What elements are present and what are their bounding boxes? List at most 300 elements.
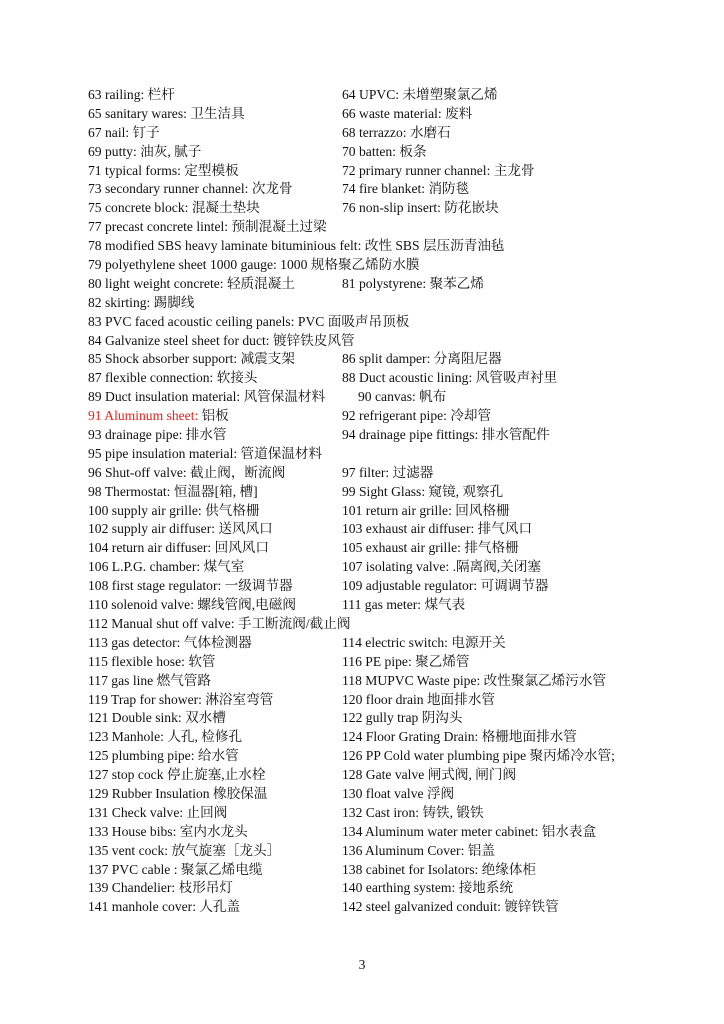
- entry-term: fire blanket:: [359, 181, 426, 197]
- entry-number: 69: [88, 143, 102, 159]
- glossary-row: [88, 199, 688, 218]
- entry-number: 115: [88, 653, 108, 669]
- entry-term: secondary runner channel:: [105, 181, 249, 197]
- entry-number: 102: [88, 521, 109, 537]
- entry-translation: 室内水龙头: [179, 823, 248, 839]
- glossary-entry-90: [358, 388, 446, 407]
- glossary-entry-136: [342, 842, 495, 861]
- glossary-entry-98: [88, 483, 258, 502]
- entry-translation: 未增塑聚氯乙烯: [402, 87, 498, 102]
- entry-translation: 橡胶保温: [213, 785, 268, 801]
- entry-term: Floor Grating Drain:: [365, 729, 479, 745]
- glossary-entry-132: [342, 804, 484, 823]
- entry-term: Manual shut off valve:: [111, 615, 235, 631]
- glossary-entry-124: [342, 728, 577, 747]
- entry-translation: 铸铁, 锻铁: [422, 804, 484, 820]
- glossary-row: [88, 256, 688, 275]
- entry-translation: 截止阀，断流阀: [190, 464, 286, 480]
- glossary-entry-126: [342, 747, 615, 766]
- entry-number: 126: [342, 748, 363, 764]
- entry-number: 129: [88, 785, 109, 801]
- entry-term: solenoid valve:: [111, 597, 194, 613]
- glossary-row: [88, 766, 688, 785]
- entry-translation: 电源开关: [451, 634, 506, 650]
- entry-translation: 栏杆: [147, 87, 175, 102]
- entry-number: 92: [342, 408, 356, 424]
- entry-number: 86: [342, 351, 356, 367]
- entry-translation: 铝盖: [467, 842, 495, 858]
- glossary-entry-78: [88, 237, 505, 256]
- glossary-row: [88, 842, 688, 861]
- glossary-entry-122: [342, 709, 462, 728]
- entry-term: Trap for shower:: [111, 691, 202, 707]
- entry-term: adjustable regulator:: [365, 578, 478, 594]
- entry-translation: 供气格栅: [205, 502, 260, 518]
- entry-term: Sight Glass:: [359, 483, 426, 499]
- entry-translation: 阴沟头: [421, 710, 463, 726]
- entry-number: 133: [88, 823, 109, 839]
- glossary-entry-76: [342, 199, 499, 218]
- entry-term: stop cock: [111, 767, 164, 783]
- glossary-entry-70: [342, 143, 427, 162]
- entry-term: filter:: [359, 464, 390, 480]
- glossary-row: [88, 426, 688, 445]
- entry-translation: 排水管配件: [481, 427, 550, 443]
- entry-number: 80: [88, 275, 102, 291]
- entry-number: 83: [88, 313, 102, 329]
- glossary-row: [88, 124, 688, 143]
- entry-term: polyethylene sheet 1000 gauge:: [105, 257, 277, 273]
- entry-translation: 止回阀: [186, 804, 228, 820]
- entry-number: 97: [342, 464, 356, 480]
- entry-term: polystyrene:: [359, 275, 427, 291]
- entry-number: 89: [88, 389, 102, 405]
- entry-term: typical forms:: [105, 162, 181, 178]
- entry-term: Aluminum sheet:: [104, 408, 199, 424]
- entry-term: plumbing pipe:: [111, 748, 195, 764]
- entry-translation: 1000 规格聚乙烯防水膜: [280, 257, 420, 273]
- glossary-entry-94: [342, 426, 550, 445]
- glossary-entry-115: [88, 653, 216, 672]
- entry-term: batten:: [359, 143, 396, 159]
- page-number: 3: [358, 957, 366, 972]
- entry-number: 91: [88, 408, 102, 424]
- entry-number: 94: [342, 427, 356, 443]
- entry-translation: 螺线管阀,电磁阀: [197, 597, 296, 613]
- entry-translation: 风管保温材料: [243, 389, 326, 405]
- entry-term: Rubber Insulation: [111, 785, 210, 801]
- entry-term: Duct insulation material:: [105, 389, 241, 405]
- entry-number: 82: [88, 294, 102, 310]
- entry-number: 104: [88, 540, 109, 556]
- entry-translation: 地面排水管: [426, 691, 495, 707]
- entry-number: 137: [88, 861, 109, 877]
- glossary-row: [88, 785, 688, 804]
- glossary-entry-88: [342, 369, 557, 388]
- glossary-row: [88, 898, 688, 917]
- entry-term: railing:: [105, 87, 145, 102]
- glossary-entry-123: [88, 728, 242, 747]
- entry-translation: 一级调节器: [224, 578, 293, 594]
- glossary-entry-121: [88, 709, 226, 728]
- glossary-entry-97: [342, 464, 433, 483]
- glossary-entry-128: [342, 766, 516, 785]
- entry-term: cabinet for Isolators:: [365, 861, 479, 877]
- entry-term: drainage pipe fittings:: [359, 427, 479, 443]
- glossary-entry-131: [88, 804, 227, 823]
- entry-term: Thermostat:: [104, 483, 171, 499]
- glossary-entry-135: [88, 842, 280, 861]
- entry-term: gas meter:: [364, 597, 422, 613]
- entry-translation: 闸式阀, 闸门阀: [427, 767, 517, 783]
- glossary-entry-96: [88, 464, 285, 483]
- entry-term: electric switch:: [365, 634, 448, 650]
- glossary-entry-83: [88, 313, 409, 332]
- entry-term: Aluminum water meter cabinet:: [365, 823, 539, 839]
- glossary-row: [88, 691, 688, 710]
- entry-translation: 气体检测器: [183, 634, 252, 650]
- glossary-row: [88, 596, 688, 615]
- glossary-row: [88, 313, 688, 332]
- entry-number: 116: [342, 653, 362, 669]
- glossary-entry-86: [342, 350, 502, 369]
- entry-number: 131: [88, 804, 109, 820]
- entry-term: Double sink:: [111, 710, 182, 726]
- glossary-entry-95: [88, 445, 322, 464]
- glossary-entry-81: [342, 275, 484, 294]
- entry-translation: 过滤器: [392, 464, 434, 480]
- glossary-entry-100: [88, 502, 259, 521]
- entry-number: 109: [342, 578, 363, 594]
- entry-term: precast concrete lintel:: [105, 219, 229, 235]
- entry-number: 130: [342, 785, 363, 801]
- glossary-entry-114: [342, 634, 506, 653]
- glossary-row: [88, 520, 688, 539]
- entry-number: 101: [342, 502, 363, 518]
- glossary-row: [88, 577, 688, 596]
- entry-number: 140: [342, 880, 363, 896]
- glossary-entry-84: [88, 332, 355, 351]
- entry-term: UPVC:: [359, 87, 400, 102]
- glossary-entry-91: [88, 407, 229, 426]
- glossary-row: [88, 105, 688, 124]
- glossary-entry-80: [88, 275, 295, 294]
- glossary-entry-140: [342, 879, 513, 898]
- glossary-entry-64: [342, 86, 498, 105]
- entry-term: PE pipe:: [365, 653, 412, 669]
- entry-translation: 窥镜, 观察孔: [428, 483, 504, 499]
- entry-translation: 减震支架: [240, 351, 295, 367]
- entry-translation: 油灰, 腻子: [140, 143, 202, 159]
- entry-number: 77: [88, 219, 102, 235]
- glossary-row: [88, 634, 688, 653]
- entry-translation: 防花嵌块: [444, 200, 499, 216]
- glossary-entry-87: [88, 369, 258, 388]
- glossary-entry-110: [88, 596, 296, 615]
- entry-translation: .隔离阀,关闭塞: [452, 559, 541, 575]
- entry-number: 142: [342, 899, 363, 915]
- entry-number: 110: [88, 597, 108, 613]
- entry-number: 139: [88, 880, 109, 896]
- entry-number: 117: [88, 672, 108, 688]
- glossary-row: [88, 558, 688, 577]
- entry-number: 70: [342, 143, 356, 159]
- entry-term: skirting:: [105, 294, 151, 310]
- glossary-entry-137: [88, 861, 262, 880]
- entry-translation: 人孔盖: [199, 899, 241, 915]
- entry-term: drainage pipe:: [105, 427, 183, 443]
- glossary-entry-112: [88, 615, 350, 634]
- entry-term: Shut-off valve:: [105, 464, 187, 480]
- entry-number: 85: [88, 351, 102, 367]
- entry-translation: 绝缘体柜: [481, 861, 537, 877]
- glossary-entry-73: [88, 180, 293, 199]
- entry-number: 84: [88, 332, 102, 348]
- entry-translation: 聚丙烯冷水管;: [529, 748, 615, 764]
- entry-term: concrete block:: [105, 200, 189, 216]
- glossary-row: [88, 218, 688, 237]
- glossary-row: [88, 294, 688, 313]
- entry-term: flexible hose:: [111, 653, 185, 669]
- entry-number: 96: [88, 464, 102, 480]
- entry-number: 68: [342, 124, 356, 140]
- entry-translation: 钉子: [132, 124, 160, 140]
- glossary-row: [88, 502, 688, 521]
- entry-translation: 聚乙烯管: [415, 653, 470, 669]
- entry-number: 63: [88, 87, 102, 102]
- glossary-entry-127: [88, 766, 266, 785]
- entry-translation: 轻质混凝土: [226, 275, 295, 291]
- entry-term: Gate valve: [365, 767, 425, 783]
- entry-translation: 改性聚氯乙烯污水管: [483, 672, 607, 688]
- entry-number: 122: [342, 710, 363, 726]
- entry-number: 73: [88, 181, 102, 197]
- entry-term: exhaust air grille:: [365, 540, 461, 556]
- glossary-row: [88, 804, 688, 823]
- entry-term: isolating valve:: [365, 559, 450, 575]
- entry-term: Manhole:: [111, 729, 164, 745]
- glossary-entry-68: [342, 124, 451, 143]
- glossary-row: [88, 464, 688, 483]
- entry-number: 66: [342, 105, 356, 121]
- entry-translation: 人孔, 检修孔: [167, 729, 243, 745]
- glossary-entry-125: [88, 747, 239, 766]
- entry-term: House bibs:: [111, 823, 177, 839]
- entry-translation: 排水管: [185, 427, 227, 443]
- glossary-entry-108: [88, 577, 293, 596]
- entry-translation: 镀锌铁管: [504, 899, 559, 915]
- glossary-row: [88, 483, 688, 502]
- glossary-entry-117: [88, 672, 211, 691]
- entry-term: gully trap: [365, 710, 419, 726]
- glossary-entry-67: [88, 124, 160, 143]
- entry-number: 100: [88, 502, 109, 518]
- entry-translation: 改性 SBS 层压沥青油毡: [364, 238, 505, 254]
- entry-translation: 煤气室: [203, 559, 245, 575]
- entry-number: 121: [88, 710, 109, 726]
- entry-number: 108: [88, 578, 109, 594]
- entry-number: 76: [342, 200, 356, 216]
- entry-term: non-slip insert:: [359, 200, 441, 216]
- entry-number: 74: [342, 181, 356, 197]
- entry-term: manhole cover:: [111, 899, 196, 915]
- entry-translation: 冷却管: [450, 408, 492, 424]
- entry-term: Galvanize steel sheet for duct:: [105, 332, 270, 348]
- entry-translation: 镀锌铁皮风管: [272, 332, 355, 348]
- entry-translation: 排气风口: [477, 521, 533, 537]
- entry-term: nail:: [105, 124, 130, 140]
- glossary-entry-82: [88, 294, 195, 313]
- entry-translation: 浮阀: [426, 785, 455, 801]
- entry-number: 88: [342, 370, 356, 386]
- entry-term: L.P.G. chamber:: [111, 559, 201, 575]
- entry-translation: 停止旋塞,止水栓: [166, 767, 266, 783]
- entry-translation: 定型模板: [184, 162, 239, 178]
- glossary-row: [88, 445, 688, 464]
- entry-term: first stage regulator:: [111, 578, 222, 594]
- glossary-entry-109: [342, 577, 549, 596]
- entry-translation: 可调调节器: [480, 578, 549, 594]
- glossary-entry-129: [88, 785, 267, 804]
- glossary-row: [88, 615, 688, 634]
- entry-term: steel galvanized conduit:: [365, 899, 501, 915]
- entry-term: split damper:: [359, 351, 431, 367]
- entry-translation: 风管吸声衬里: [475, 370, 558, 386]
- glossary-entry-106: [88, 558, 244, 577]
- entry-term: modified SBS heavy laminate bituminious felt:: [105, 238, 362, 254]
- glossary-entry-71: [88, 162, 239, 181]
- entry-translation: 消防毯: [428, 181, 470, 197]
- glossary-row: [88, 823, 688, 842]
- entry-term: Duct acoustic lining:: [359, 370, 473, 386]
- entry-number: 79: [88, 257, 102, 273]
- entry-term: light weight concrete:: [105, 275, 224, 291]
- entry-term: gas line: [111, 672, 154, 688]
- entry-number: 99: [342, 483, 356, 499]
- entry-translation: 聚氯乙烯电缆: [180, 861, 263, 877]
- entry-number: 98: [88, 483, 102, 499]
- entry-number: 112: [88, 615, 108, 631]
- glossary-entry-101: [342, 502, 510, 521]
- entry-translation: 铝水表盒: [541, 823, 597, 839]
- glossary-row: [88, 653, 688, 672]
- entry-term: primary runner channel:: [359, 162, 491, 178]
- glossary-entry-134: [342, 823, 596, 842]
- glossary-row: [88, 86, 688, 105]
- glossary-entry-104: [88, 539, 269, 558]
- entry-translation: 手工断流阀/截止阀: [237, 615, 351, 631]
- entry-term: gas detector:: [111, 634, 181, 650]
- entry-term: refrigerant pipe:: [359, 408, 447, 424]
- entry-term: PP Cold water plumbing pipe: [365, 748, 527, 764]
- entry-number: 132: [342, 804, 363, 820]
- glossary-entry-92: [342, 407, 491, 426]
- glossary-entry-105: [342, 539, 519, 558]
- glossary-entry-66: [342, 105, 472, 124]
- entry-term: return air diffuser:: [111, 540, 212, 556]
- entry-translation: 分离阻尼器: [433, 351, 502, 367]
- entry-translation: 回风格栅: [455, 502, 510, 518]
- entry-translation: 废料: [445, 105, 473, 121]
- entry-term: PVC faced acoustic ceiling panels:: [105, 313, 295, 329]
- entry-term: Shock absorber support:: [105, 351, 238, 367]
- glossary-entry-72: [342, 162, 535, 181]
- entry-translation: 预制混凝土过梁: [231, 219, 327, 235]
- entry-translation: 板条: [399, 143, 427, 159]
- entry-translation: 恒温器[箱, 槽]: [173, 483, 258, 499]
- entry-number: 78: [88, 238, 102, 254]
- glossary-entry-133: [88, 823, 248, 842]
- glossary-entry-107: [342, 558, 541, 577]
- entry-number: 72: [342, 162, 356, 178]
- entry-translation: 枝形吊灯: [178, 880, 233, 896]
- glossary-entry-142: [342, 898, 559, 917]
- entry-term: putty:: [105, 143, 137, 159]
- glossary-entry-103: [342, 520, 532, 539]
- entry-term: terrazzo:: [359, 124, 407, 140]
- glossary-row: [88, 728, 688, 747]
- glossary-row: [88, 539, 688, 558]
- entry-translation: 回风风口: [214, 540, 269, 556]
- entry-translation: 水磨石: [409, 124, 451, 140]
- entry-term: Cast iron:: [365, 804, 420, 820]
- glossary-entry-102: [88, 520, 273, 539]
- entry-number: 134: [342, 823, 363, 839]
- entry-term: sanitary wares:: [105, 105, 187, 121]
- entry-number: 127: [88, 767, 109, 783]
- entry-term: float valve: [365, 785, 424, 801]
- glossary-entry-120: [342, 691, 495, 710]
- glossary-entry-111: [342, 596, 465, 615]
- entry-number: 125: [88, 748, 109, 764]
- entry-number: 114: [342, 634, 362, 650]
- glossary-entry-74: [342, 180, 469, 199]
- glossary-row: [88, 332, 688, 351]
- entry-term: pipe insulation material:: [105, 445, 238, 461]
- entry-term: supply air grille:: [111, 502, 202, 518]
- glossary-entry-119: [88, 691, 273, 710]
- entry-term: canvas:: [375, 389, 416, 405]
- glossary-row: [88, 237, 688, 256]
- entry-number: 67: [88, 124, 102, 140]
- entry-number: 95: [88, 445, 102, 461]
- glossary-row: [88, 879, 688, 898]
- entry-term: flexible connection:: [105, 370, 214, 386]
- glossary-row: [88, 369, 688, 388]
- entry-translation: 管道保温材料: [240, 445, 323, 461]
- entry-number: 111: [342, 597, 362, 613]
- glossary-entry-75: [88, 199, 260, 218]
- glossary-row: [88, 747, 688, 766]
- entry-translation: 卫生洁具: [190, 105, 245, 121]
- glossary-entry-118: [342, 672, 606, 691]
- entry-translation: 软接头: [216, 370, 258, 386]
- entry-translation: 聚苯乙烯: [429, 275, 484, 291]
- glossary-entry-63: [88, 86, 175, 105]
- entry-number: 90: [358, 389, 372, 405]
- glossary-row: [88, 861, 688, 880]
- entry-translation: 送风风口: [218, 521, 273, 537]
- entry-term: Chandelier:: [111, 880, 176, 896]
- glossary-entry-141: [88, 898, 240, 917]
- entry-number: 106: [88, 559, 109, 575]
- glossary-entry-99: [342, 483, 503, 502]
- glossary-entry-139: [88, 879, 233, 898]
- entry-number: 135: [88, 842, 109, 858]
- entry-number: 87: [88, 370, 102, 386]
- glossary-row: [88, 388, 688, 407]
- entry-translation: 铝板: [201, 408, 229, 424]
